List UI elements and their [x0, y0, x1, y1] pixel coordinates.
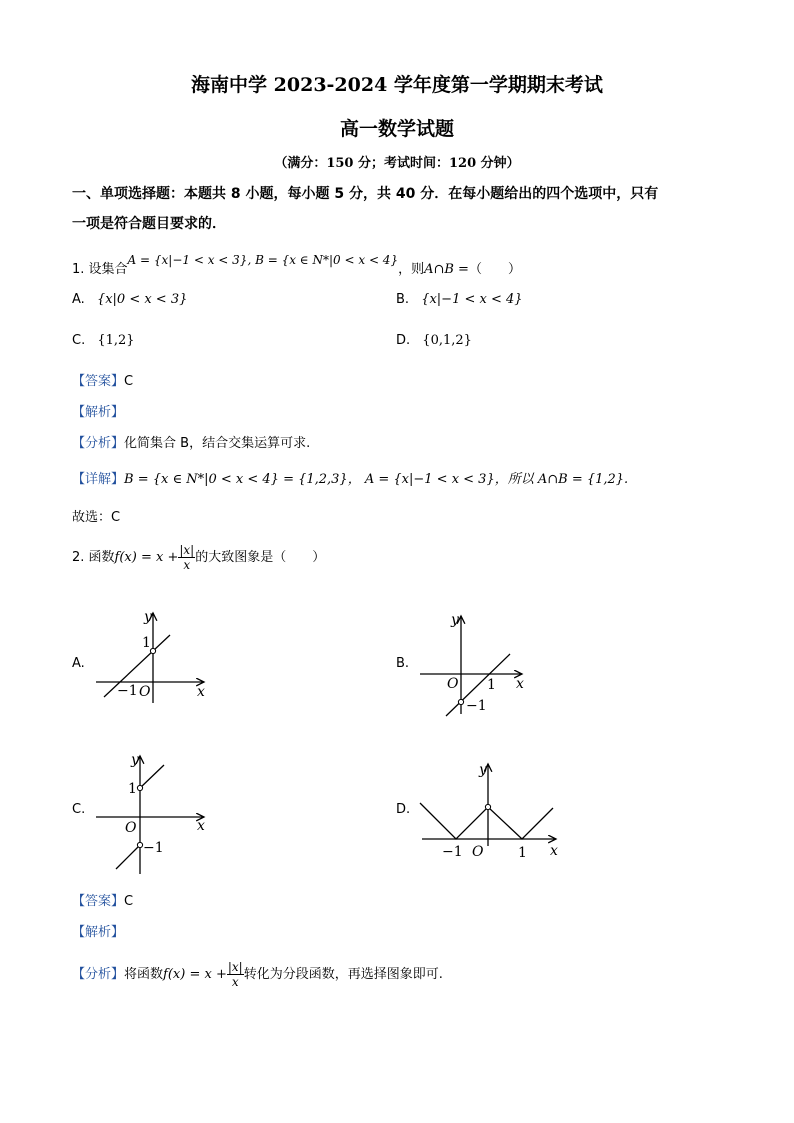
q1-option-c [72, 333, 135, 348]
q2-graph-b-label: B. [396, 656, 410, 671]
q1-option-d-label: D. [396, 333, 411, 348]
q1-analysis-tag: 【解析】 [72, 405, 125, 420]
tick-label-1: 1 [487, 677, 496, 693]
q1-option-c-text: {1,2} [97, 333, 135, 348]
q2-frac-num: |x| [179, 543, 195, 557]
q2-fenxi-frac-den: x [231, 975, 239, 989]
q1-option-d-text: {0,1,2} [422, 333, 472, 348]
q1-answer [72, 370, 133, 389]
tick-label-1: 1 [518, 845, 527, 861]
q1-option-b-text: {x|−1 < x < 4} [421, 292, 523, 307]
tick-label-neg1: −1 [117, 683, 138, 699]
q1-answer-value: C [124, 374, 134, 389]
open-point [485, 804, 490, 809]
tick-label-1: 1 [128, 781, 137, 797]
q2-suffix: 的大致图象是（ ） [195, 550, 326, 565]
x-label: x [550, 843, 558, 859]
q1-fenxi-text: 化简集合 B，结合交集运算可求. [124, 436, 311, 451]
q2-fenxi-post: 转化为分段函数，再选择图象即可. [243, 967, 443, 982]
exam-title: 海南中学 2023-2024 学年度第一学期期末考试 [191, 74, 603, 96]
q2-stem [72, 543, 325, 572]
q1-xiangjie-tag: 【详解】 [72, 472, 125, 487]
q1-option-a-label: A. [72, 292, 85, 307]
q1-xiangjie-text: B = {x ∈ N*|0 < x < 4} = {1,2,3}， A = {x|−1 < x < 3}，所以 A∩B = {1,2}. [124, 472, 629, 487]
q2-graph-d-label: D. [396, 802, 411, 817]
q2-prefix: 2. 函数 [72, 550, 115, 565]
q2-graph-a-label: A. [72, 656, 85, 671]
x-label: x [197, 684, 205, 700]
open-point [150, 648, 155, 653]
q2-analysis-tag: 【解析】 [72, 925, 125, 940]
q1-option-a [72, 292, 187, 307]
open-point-top [137, 785, 142, 790]
x-label: x [197, 818, 205, 834]
q1-stem: 1. 设集合A = {x|−1 < x < 3}, B = {x ∈ N*|0 < x < 4}，则A∩B =（ ） [72, 253, 521, 277]
q2-fenxi-func: f(x) = x + [163, 967, 227, 982]
q1-option-b-label: B. [396, 292, 410, 307]
q1-option-a-text: {x|0 < x < 3} [96, 292, 188, 307]
tick-label-neg1: −1 [143, 840, 164, 856]
q1-expr: A∩B = [424, 262, 469, 277]
q1-xiangjie [72, 468, 628, 487]
tick-label-neg1: −1 [442, 844, 463, 860]
origin-label: O [447, 676, 459, 692]
q2-func-left: f(x) = x + [114, 550, 179, 565]
q2-graph-b [412, 608, 542, 720]
y-label: y [451, 612, 459, 628]
q2-fenxi-frac-num: |x| [227, 960, 243, 974]
q1-conclusion: 故选：C [72, 510, 121, 525]
q2-fraction [178, 543, 195, 572]
q2-fenxi-tag: 【分析】 [72, 967, 125, 982]
q2-graph-c-label: C. [72, 802, 86, 817]
q1-prefix: 1. 设集合 [72, 262, 128, 277]
q2-fenxi-fraction [227, 960, 244, 989]
open-point [458, 699, 463, 704]
q2-answer-value: C [124, 894, 134, 909]
q1-then: ，则 [398, 262, 425, 277]
origin-label: O [472, 844, 484, 860]
q1-option-c-label: C. [72, 333, 86, 348]
section-heading-line2: 一项是符合题目要求的． [72, 216, 226, 232]
origin-label: O [125, 820, 137, 836]
q2-graph-d [412, 758, 572, 866]
q2-frac-den: x [183, 558, 191, 572]
graph-line-left [116, 845, 140, 869]
exam-info: （满分：150 分；考试时间：120 分钟） [274, 156, 520, 171]
open-point-bottom [137, 842, 142, 847]
tick-label-neg1: −1 [466, 698, 487, 714]
q1-answer-tag: 【答案】 [72, 374, 125, 389]
q1-paren: （ ） [468, 262, 521, 277]
graph-line-right [140, 765, 164, 788]
q2-answer-tag: 【答案】 [72, 894, 125, 909]
q1-setB: B = {x ∈ N*|0 < x < 4} [255, 253, 399, 267]
x-label: x [516, 676, 524, 692]
y-label: y [144, 609, 152, 625]
q2-answer [72, 890, 133, 909]
section-heading-line1: 一、单项选择题：本题共 8 小题，每小题 5 分，共 40 分．在每小题给出的四个选项中，只有 [72, 186, 659, 202]
q1-option-b [396, 292, 523, 307]
y-label: y [131, 752, 139, 768]
q1-setA: A = {x|−1 < x < 3} [127, 253, 248, 267]
q1-option-d [396, 333, 472, 348]
y-label: y [479, 762, 487, 778]
tick-label-1: 1 [142, 635, 151, 651]
origin-label: O [139, 684, 151, 700]
q2-fenxi [72, 960, 443, 989]
q2-graph-c [90, 748, 220, 878]
q2-fenxi-pre: 将函数 [124, 967, 164, 982]
q1-fenxi-tag: 【分析】 [72, 436, 125, 451]
exam-subtitle: 高一数学试题 [339, 118, 454, 140]
q1-fenxi [72, 432, 310, 451]
q2-graph-a [90, 605, 220, 705]
